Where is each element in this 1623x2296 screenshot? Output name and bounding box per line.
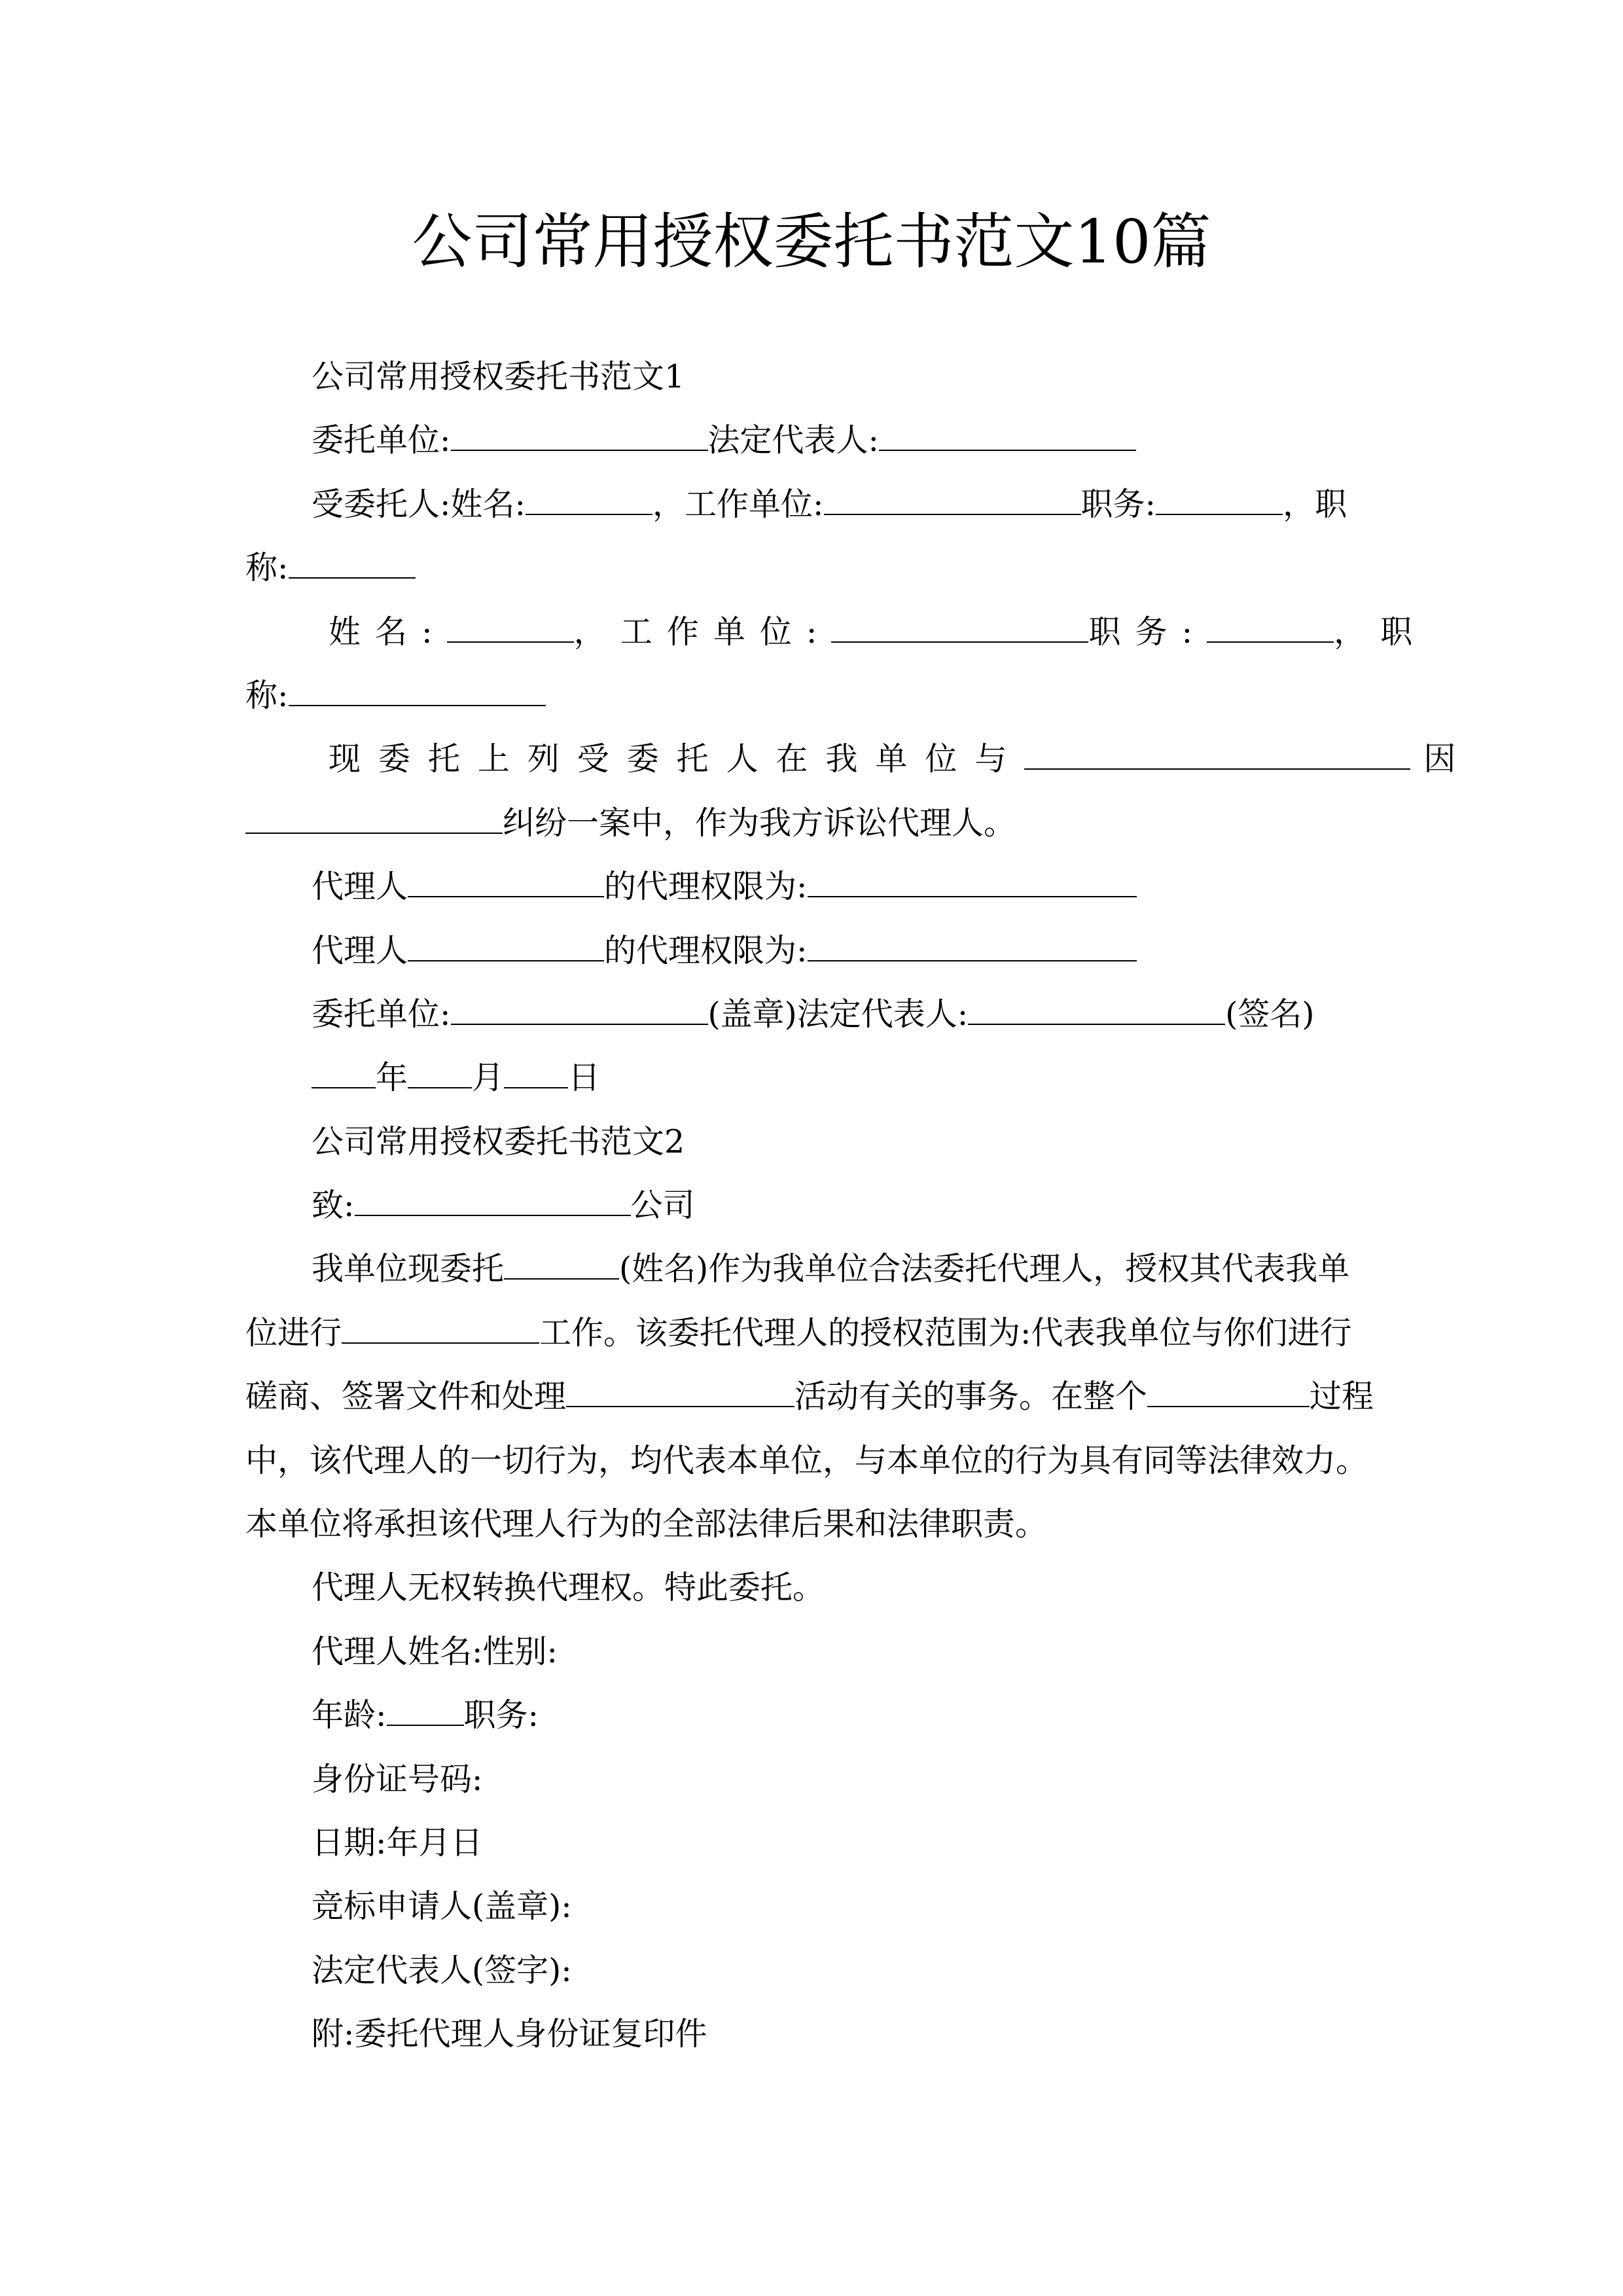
blank-field[interactable]	[312, 1061, 376, 1088]
blank-field[interactable]	[451, 423, 708, 451]
label: 称:	[245, 676, 289, 714]
blank-field[interactable]	[1024, 742, 1410, 770]
label: 姓名:	[329, 613, 447, 651]
label: ，工作单位:	[652, 485, 824, 523]
label: 委托单位:	[312, 422, 451, 459]
label: 代理人	[312, 868, 408, 906]
label: 日	[568, 1059, 601, 1097]
form-line	[245, 536, 1378, 600]
paragraph-line: 本单位将承担该代理人行为的全部法律后果和法律职责。	[245, 1505, 1048, 1543]
blank-field[interactable]	[526, 488, 652, 515]
label: 职务:	[1080, 485, 1156, 523]
blank-field[interactable]	[245, 806, 503, 834]
text-line: 日期:年月日	[312, 1823, 483, 1861]
text: 活动有关的事务。在整个	[794, 1378, 1148, 1416]
label: 年	[376, 1059, 408, 1097]
document-title: 公司常用授权委托书范文10篇	[412, 207, 1211, 277]
blank-field[interactable]	[1147, 1380, 1310, 1407]
label: 致:	[312, 1187, 355, 1225]
label: 的代理权限为:	[604, 931, 808, 969]
paragraph-line	[245, 1301, 1378, 1365]
form-line	[245, 473, 1378, 536]
blank-field[interactable]	[824, 488, 1081, 515]
label: 年龄:	[312, 1696, 387, 1734]
form-line	[245, 919, 1378, 982]
blank-field[interactable]	[355, 1189, 631, 1216]
blank-field[interactable]	[289, 551, 416, 579]
label: (签名)	[1225, 995, 1315, 1033]
text: 位进行	[245, 1314, 342, 1352]
blank-field[interactable]	[451, 997, 708, 1025]
form-line	[245, 408, 1378, 472]
label: 代理人	[312, 931, 408, 969]
form-line	[245, 791, 1378, 855]
blank-field[interactable]	[447, 615, 574, 643]
form-line	[245, 727, 1456, 791]
form-line	[245, 982, 1378, 1046]
blank-field[interactable]	[968, 997, 1225, 1025]
date-line	[245, 1046, 1378, 1109]
label: 因	[1423, 740, 1456, 778]
label: ，职	[1334, 613, 1427, 651]
text-line: 身份证号码:	[312, 1760, 483, 1798]
form-line	[245, 664, 1378, 727]
label: (盖章)法定代表人:	[707, 995, 969, 1033]
blank-field[interactable]	[504, 1252, 619, 1280]
blank-field[interactable]	[566, 1380, 794, 1407]
blank-field[interactable]	[408, 934, 604, 961]
text: 磋商、签署文件和处理	[245, 1378, 567, 1416]
blank-field[interactable]	[808, 870, 1137, 897]
label: ，工作单位:	[573, 613, 832, 651]
blank-field[interactable]	[289, 679, 546, 706]
label: 职务:	[1088, 613, 1207, 651]
form-line	[245, 1683, 1378, 1747]
section-heading-1: 公司常用授权委托书范文1	[312, 358, 685, 395]
text-line: 法定代表人(签字):	[312, 1951, 572, 1989]
text: 工作。该委托代理人的授权范围为:代表我单位与你们进行	[539, 1314, 1352, 1352]
label: 受委托人:姓名:	[312, 485, 526, 523]
label: ，职	[1283, 485, 1347, 523]
text: (姓名)作为我单位合法委托代理人，授权其代表我单	[619, 1250, 1350, 1288]
blank-field[interactable]	[342, 1316, 539, 1344]
label: 月	[472, 1059, 505, 1097]
text: 过程	[1310, 1378, 1374, 1416]
paragraph-line: 中，该代理人的一切行为，均代表本单位，与本单位的行为具有同等法律效力。	[245, 1441, 1368, 1479]
blank-field[interactable]	[1156, 488, 1283, 515]
blank-field[interactable]	[808, 934, 1137, 961]
label: 的代理权限为:	[604, 868, 808, 906]
text-line: 附:委托代理人身份证复印件	[312, 2015, 707, 2053]
blank-field[interactable]	[387, 1698, 464, 1726]
text-line: 竞标申请人(盖章):	[312, 1888, 572, 1926]
paragraph-line	[245, 1365, 1378, 1428]
form-line	[245, 855, 1378, 918]
document-body	[245, 345, 1456, 2066]
blank-field[interactable]	[1207, 615, 1334, 643]
blank-field[interactable]	[879, 423, 1136, 451]
label: 委托单位:	[312, 995, 451, 1033]
text: 我单位现委托	[312, 1250, 505, 1288]
form-line	[245, 600, 1427, 664]
label: 法定代表人:	[707, 422, 880, 459]
label: 公司	[630, 1187, 695, 1225]
label: 现委托上列受委托人在我单位与	[329, 740, 1025, 778]
form-line	[245, 1174, 1378, 1237]
text-line: 代理人无权转换代理权。特此委托。	[312, 1569, 825, 1607]
text-line: 代理人姓名:性别:	[312, 1632, 558, 1670]
blank-field[interactable]	[408, 1061, 472, 1088]
paragraph-line	[245, 1237, 1378, 1300]
section-heading-2: 公司常用授权委托书范文2	[312, 1122, 685, 1160]
blank-field[interactable]	[504, 1061, 568, 1088]
label: 纠纷一案中，作为我方诉讼代理人。	[503, 804, 1016, 842]
label: 职务:	[463, 1696, 539, 1734]
label: 称:	[245, 549, 289, 587]
blank-field[interactable]	[831, 615, 1088, 643]
blank-field[interactable]	[408, 870, 604, 897]
